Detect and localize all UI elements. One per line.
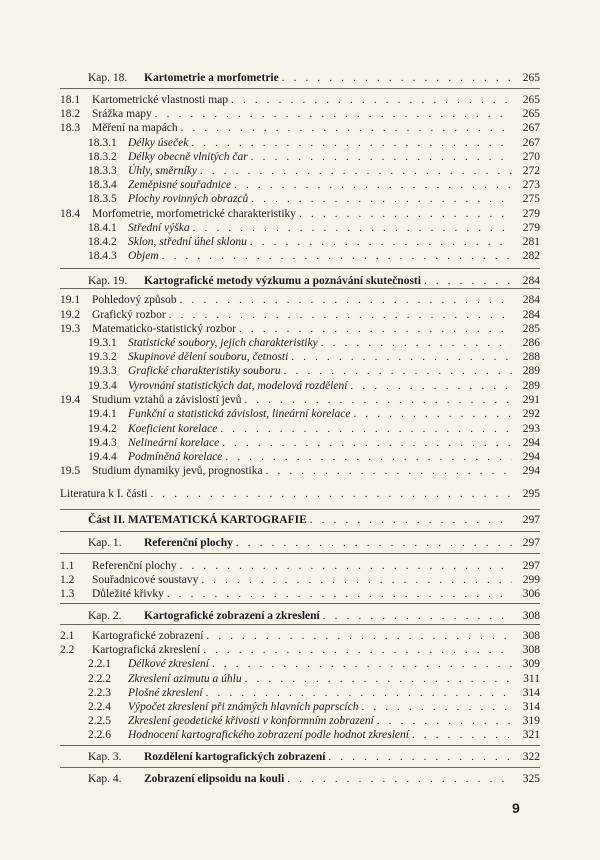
toc-entry-number: 19.4.4 xyxy=(88,451,117,463)
dot-leader xyxy=(236,537,512,549)
toc-entry-page: 265 xyxy=(522,94,540,106)
toc-entry xyxy=(88,658,540,674)
toc-entry-title: Hodnocení kartografického zobrazení podle hodnot zkreslení xyxy=(128,729,409,741)
toc-entry-page: 311 xyxy=(523,673,540,685)
dot-leader xyxy=(193,222,512,234)
toc-entry xyxy=(60,122,540,138)
toc-entry-page: 293 xyxy=(522,423,540,435)
section-divider xyxy=(60,288,540,289)
toc-entry-title: Měření na mapách xyxy=(92,122,178,134)
toc-entry-number: 18.3.1 xyxy=(88,137,117,149)
toc-entry-title: Objem xyxy=(128,250,159,262)
dot-leader xyxy=(225,451,512,463)
dot-leader xyxy=(424,275,512,287)
toc-entry xyxy=(88,365,540,381)
toc-entry-page: 306 xyxy=(522,588,540,600)
toc-entry-number: 18.4.1 xyxy=(88,222,117,234)
toc-entry xyxy=(88,751,540,767)
toc-entry-number: 2.2.5 xyxy=(88,715,111,727)
toc-entry-page: 267 xyxy=(522,137,540,149)
section-divider xyxy=(60,745,540,746)
section-divider xyxy=(60,531,540,532)
toc-entry-page: 288 xyxy=(522,351,540,363)
dot-leader xyxy=(167,588,512,600)
toc-entry-number: 19.3 xyxy=(60,323,81,335)
toc-entry-page: 319 xyxy=(522,715,540,727)
toc-entry-title: Nelineární korelace xyxy=(128,437,220,449)
dot-leader xyxy=(220,423,512,435)
toc-entry-page: 279 xyxy=(522,222,540,234)
toc-entry-page: 273 xyxy=(522,179,540,191)
toc-entry-number: 19.3.3 xyxy=(88,365,117,377)
dot-leader xyxy=(245,673,512,685)
toc-entry-title: Grafické charakteristiky souboru xyxy=(128,365,281,377)
toc-entry xyxy=(60,465,540,481)
toc-entry-number: 19.5 xyxy=(60,465,81,477)
toc-entry-title: Referenční plochy xyxy=(144,537,233,549)
dot-leader xyxy=(169,309,512,321)
dot-leader xyxy=(222,437,512,449)
toc-entry-title: Pohledový způsob xyxy=(92,294,177,306)
toc-entry xyxy=(88,72,540,88)
toc-entry-page: 272 xyxy=(522,165,540,177)
section-divider xyxy=(60,624,540,625)
toc-entry-page: 325 xyxy=(522,773,540,785)
toc-entry-title: Úhly, směrníky xyxy=(128,165,197,177)
dot-leader xyxy=(251,193,512,205)
dot-leader xyxy=(201,574,512,586)
toc-entry-number: 2.2.4 xyxy=(88,701,111,713)
section-divider xyxy=(60,509,540,510)
toc-entry-title: Kartografická zkreslení xyxy=(92,644,201,656)
toc-entry-title: Zkreslení geodetické křivosti v konformním zobrazení xyxy=(128,715,374,727)
toc-entry-page: 286 xyxy=(522,337,540,349)
toc-entry-page: 284 xyxy=(522,275,540,287)
dot-leader xyxy=(234,179,512,191)
toc-entry-page: 299 xyxy=(522,574,540,586)
dot-leader xyxy=(361,701,512,713)
toc-entry-number: 19.4.3 xyxy=(88,437,117,449)
toc-entry-page: 314 xyxy=(522,687,540,699)
dot-leader xyxy=(291,351,512,363)
toc-entry-number: 18.3.5 xyxy=(88,193,117,205)
toc-entry-page: 294 xyxy=(522,465,540,477)
dot-leader xyxy=(191,137,512,149)
toc-entry-number: 19.4.2 xyxy=(88,423,117,435)
toc-entry-page: 267 xyxy=(522,122,540,134)
dot-leader xyxy=(287,773,512,785)
toc-entry-title: Výpočet zkreslení při známých hlavních paprscích xyxy=(128,701,359,713)
toc-entry xyxy=(60,294,540,310)
toc-entry-page: 284 xyxy=(522,309,540,321)
dot-leader xyxy=(266,465,512,477)
dot-leader xyxy=(299,208,512,220)
toc-entry-number: 19.4.1 xyxy=(88,408,117,420)
section-divider xyxy=(60,268,540,269)
toc-entry-title: Literatura k I. části xyxy=(60,488,148,500)
dot-leader xyxy=(212,658,512,670)
toc-entry-title: Funkční a statistická závislost, lineární korelace xyxy=(128,408,351,420)
dot-leader xyxy=(377,715,512,727)
dot-leader xyxy=(412,729,512,741)
dot-leader xyxy=(323,610,512,622)
dot-leader xyxy=(284,365,512,377)
toc-entry-page: 308 xyxy=(522,644,540,656)
toc-entry-number: 19.1 xyxy=(60,294,81,306)
toc-entry-page: 308 xyxy=(522,630,540,642)
dot-leader xyxy=(203,644,512,656)
toc-entry-title: Koeficient korelace xyxy=(128,423,218,435)
toc-entry-title: Grafický rozbor xyxy=(92,309,166,321)
toc-entry-title: Délky úseček xyxy=(128,137,189,149)
dot-leader xyxy=(310,514,512,526)
toc-entry-title: Sklon, střední úhel sklonu xyxy=(128,236,247,248)
toc-entry-number: 18.4.2 xyxy=(88,236,117,248)
section-divider xyxy=(60,767,540,768)
toc-entry-number: 18.3 xyxy=(60,122,81,134)
toc-entry-number: 2.2 xyxy=(60,644,75,656)
toc-entry-title: Zeměpisné souřadnice xyxy=(128,179,232,191)
toc-entry xyxy=(60,488,540,504)
toc-entry xyxy=(88,537,540,553)
toc-entry-number: 2.2.2 xyxy=(88,673,111,685)
dot-leader xyxy=(206,687,512,699)
toc-entry-page: 284 xyxy=(522,294,540,306)
toc-entry-title: Délkové zkreslení xyxy=(128,658,209,670)
toc-entry xyxy=(60,588,540,604)
toc-entry-number: 19.3.4 xyxy=(88,380,117,392)
toc-entry-number: 18.3.4 xyxy=(88,179,117,191)
toc-entry-title: Referenční plochy xyxy=(92,560,177,572)
toc-entry-title: Kartografické metody výzkumu a poznávání skutečnosti xyxy=(144,275,421,287)
toc-entry-number: 18.4 xyxy=(60,208,81,220)
toc-entry-title: Část II. MATEMATICKÁ KARTOGRAFIE xyxy=(88,514,307,526)
toc-entry-page: 294 xyxy=(522,451,540,463)
toc-entry-page: 279 xyxy=(522,208,540,220)
toc-entry-title: Morfometrie, morfometrické charakteristiky xyxy=(92,208,297,220)
toc-entry-number: 2.1 xyxy=(60,630,75,642)
toc-entry-title: Zkreslení azimutu a úhlu xyxy=(128,673,242,685)
toc-entry-page: 294 xyxy=(522,437,540,449)
toc-entry-title: Plošné zkreslení xyxy=(128,687,203,699)
toc-entry-page: 275 xyxy=(522,193,540,205)
dot-leader xyxy=(200,165,512,177)
toc-entry-number: 1.3 xyxy=(60,588,75,600)
dot-leader xyxy=(350,380,512,392)
toc-entry-number: Kap. 3. xyxy=(88,751,122,763)
toc-entry-title: Kartografické zobrazení xyxy=(92,630,204,642)
dot-leader xyxy=(250,236,512,248)
toc-entry xyxy=(88,514,540,530)
toc-entry-title: Vyrovnání statistických dat, modelová rozdělení xyxy=(128,380,348,392)
toc-entry-number: Kap. 18. xyxy=(88,72,128,84)
dot-leader xyxy=(181,122,512,134)
toc-entry-title: Délky obecně vlnitých čar xyxy=(128,151,248,163)
toc-entry-page: 289 xyxy=(522,380,540,392)
toc-entry xyxy=(88,193,540,209)
toc-entry-title: Souřadnicové soustavy xyxy=(92,574,199,586)
toc-entry-page: 321 xyxy=(522,729,540,741)
toc-entry-number: Kap. 2. xyxy=(88,610,122,622)
dot-leader xyxy=(180,294,512,306)
toc-entry-title: Studium dynamiky jevů, prognostika xyxy=(92,465,263,477)
toc-entry-number: 19.4 xyxy=(60,394,81,406)
toc-entry-number: 18.1 xyxy=(60,94,81,106)
toc-entry-title: Důležité křivky xyxy=(92,588,164,600)
dot-leader xyxy=(155,108,512,120)
toc-entry-title: Zobrazení elipsoidu na kouli xyxy=(144,773,285,785)
toc-entry-page: 282 xyxy=(522,250,540,262)
section-divider xyxy=(60,88,540,89)
toc-entry xyxy=(88,773,540,789)
dot-leader xyxy=(180,560,512,572)
page-number: 9 xyxy=(512,800,520,816)
toc-entry-title: Skupinové dělení souboru, četnosti xyxy=(128,351,289,363)
toc-entry-number: Kap. 1. xyxy=(88,537,122,549)
dot-leader xyxy=(251,151,512,163)
toc-entry xyxy=(88,250,540,266)
dot-leader xyxy=(354,408,512,420)
toc-entry-title: Srážka mapy xyxy=(92,108,152,120)
dot-leader xyxy=(162,250,512,262)
toc-entry-title: Střední výška xyxy=(128,222,190,234)
dot-leader xyxy=(328,751,512,763)
toc-entry-page: 309 xyxy=(522,658,540,670)
toc-entry-number: 18.2 xyxy=(60,108,81,120)
toc-entry-page: 297 xyxy=(522,514,540,526)
toc-entry-page: 291 xyxy=(522,394,540,406)
toc-entry-page: 297 xyxy=(522,537,540,549)
toc-entry-number: 2.2.3 xyxy=(88,687,111,699)
toc-entry-page: 289 xyxy=(522,365,540,377)
toc-entry-title: Kartografické zobrazení a zkreslení xyxy=(144,610,320,622)
dot-leader xyxy=(282,72,512,84)
toc-entry-number: 18.3.3 xyxy=(88,165,117,177)
toc-entry-page: 281 xyxy=(522,236,540,248)
toc-entry-number: 2.2.1 xyxy=(88,658,111,670)
dot-leader xyxy=(239,323,512,335)
toc-entry-title: Plochy rovinných obrazců xyxy=(128,193,249,205)
toc-entry-page: 270 xyxy=(522,151,540,163)
toc-entry-page: 308 xyxy=(522,610,540,622)
toc-entry-number: 2.2.6 xyxy=(88,729,111,741)
toc-entry-page: 322 xyxy=(522,751,540,763)
toc-entry-number: 18.3.2 xyxy=(88,151,117,163)
toc-entry-number: 19.3.1 xyxy=(88,337,117,349)
toc-entry-number: Kap. 4. xyxy=(88,773,122,785)
dot-leader xyxy=(244,394,512,406)
toc-entry-title: Matematicko-statistický rozbor xyxy=(92,323,237,335)
dot-leader xyxy=(206,630,512,642)
toc-entry-title: Kartometrické vlastnosti map xyxy=(92,94,229,106)
toc-entry-number: 19.2 xyxy=(60,309,81,321)
toc-entry-title: Kartometrie a morfometrie xyxy=(144,72,279,84)
toc-entry-page: 292 xyxy=(522,408,540,420)
toc-entry-page: 265 xyxy=(522,72,540,84)
dot-leader xyxy=(151,488,513,500)
section-divider xyxy=(60,553,540,554)
toc-entry-title: Studium vztahů a závislostí jevů xyxy=(92,394,242,406)
toc-entry-number: 1.1 xyxy=(60,560,75,572)
toc-entry-number: 19.3.2 xyxy=(88,351,117,363)
toc-entry-page: 314 xyxy=(522,701,540,713)
toc-entry-page: 295 xyxy=(522,488,540,500)
toc-entry-number: 18.4.3 xyxy=(88,250,117,262)
toc-entry-title: Podmíněná korelace xyxy=(128,451,223,463)
toc-entry xyxy=(88,408,540,424)
toc-entry-title: Rozdělení kartografických zobrazení xyxy=(144,751,326,763)
toc-entry-page: 297 xyxy=(522,560,540,572)
toc-entry xyxy=(88,729,540,745)
section-divider xyxy=(60,603,540,604)
toc-entry-title: Statistické soubory, jejich charakteristiky xyxy=(128,337,318,349)
toc-entry-number: 1.2 xyxy=(60,574,75,586)
dot-leader xyxy=(231,94,512,106)
toc-entry-number: Kap. 19. xyxy=(88,275,128,287)
toc-entry-page: 285 xyxy=(522,323,540,335)
toc-entry-page: 265 xyxy=(522,108,540,120)
dot-leader xyxy=(321,337,512,349)
